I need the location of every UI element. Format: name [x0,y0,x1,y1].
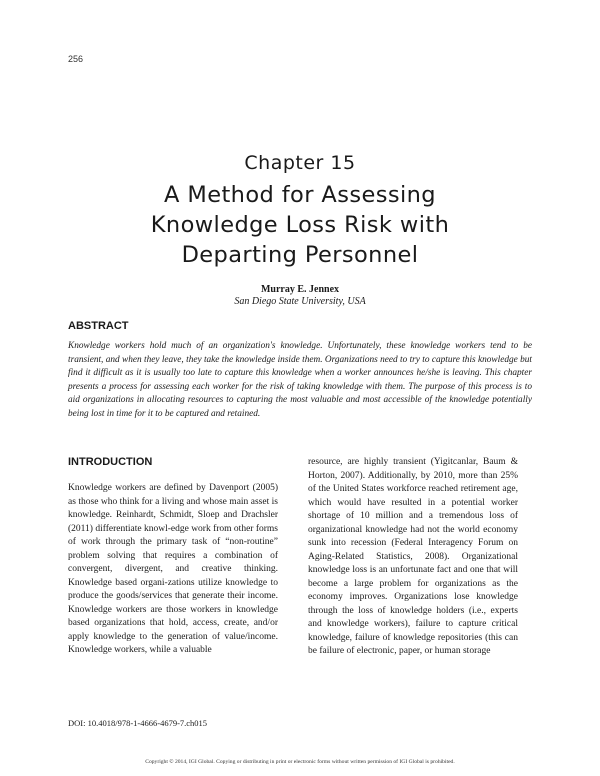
introduction-right-column: resource, are highly transient (Yigitcanlar, Baum & Horton, 2007). Additionally, by 2010, more than 25% of the United States workforce reached retirement age, which would have resulted in a potential worker shortage of 10 million and a tremendous loss of organizational knowledge had not the world economy sunk into recession (Federal Interagency Forum on Aging-Related Statistics, 2008). Organizational knowledge loss is an unfortunate fact and one that will become a large problem for organizations as the economy improves. Organizations lose knowledge through the loss of knowledge holders (i.e., experts and knowledge workers), failure to capture critical knowledge, failure of knowledge repositories (this can be failure of electronic, paper, or human storage [308,457,518,656]
copyright-notice: Copyright © 2014, IGI Global. Copying or distributing in print or electronic forms without written permission of IGI Global is prohibited. [145,759,455,765]
introduction-left-column: Knowledge workers are defined by Davenport (2005) as those who think for a living and whose main asset is knowledge. Reinhardt, Schmidt, Sloep and Drachsler (2011) differentiate knowl-edge work from other forms of work through the primary task of “non-routine” problem solving that requires a combination of convergent, divergent, and creative thinking. Knowledge based organi-zations utilize knowledge to produce the goods/services that generate their income. Knowledge workers are those workers in knowledge based organizations that hold, access, create, and/or apply knowledge to the generation of value/income. Knowledge workers, while a valuable [68,483,278,655]
page-number: 256 [68,54,84,64]
chapter-title-line: A Method for Assessing [164,182,436,208]
chapter-label: Chapter 15 [244,152,356,174]
author-name: Murray E. Jennex [260,284,340,295]
abstract-heading: ABSTRACT [68,320,129,332]
doi-line: DOI: 10.4018/978-1-4666-4679-7.ch015 [68,718,208,728]
chapter-title-line: Knowledge Loss Risk with [150,212,450,238]
introduction-heading: INTRODUCTION [68,456,153,468]
chapter-title [0,180,600,270]
abstract-text: Knowledge workers hold much of an organization's knowledge. Unfortunately, these knowledge workers tend to be transient, and when they leave, they take the knowledge inside them. Organizations need to try to capture this knowledge but find it difficult as it is usually too late to capture this knowledge when a worker announces he/she is leaving. This chapter presents a process for assessing each worker for the risk of taking knowledge with them. The purpose of this process is to aid organizations in allocating resources to capturing the most valuable and most accessible of the knowledge potentially being lost in time for it to be captured and retained. [68,341,532,419]
author-affiliation: San Diego State University, USA [234,296,366,307]
chapter-title-line: Departing Personnel [181,242,419,268]
